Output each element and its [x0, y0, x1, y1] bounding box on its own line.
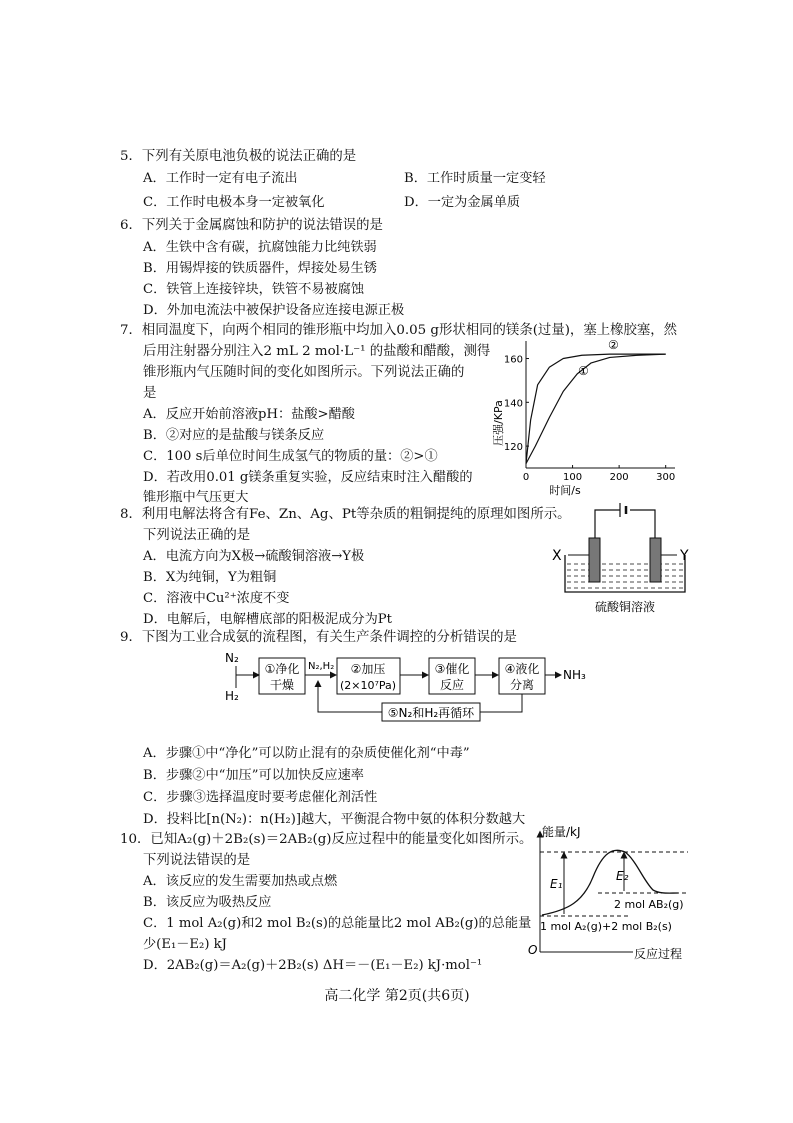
- y-tick-label: 120: [503, 442, 523, 454]
- q7-option-a: A．反应开始前溶液pH：盐酸>醋酸: [143, 407, 355, 422]
- series-label-2: ②: [608, 338, 619, 352]
- q7-option-d-line1: D．若改用0.01 g镁条重复实验，反应结束时注入醋酸的: [143, 470, 473, 485]
- chart-ticks: [504, 355, 675, 483]
- flow-box-purify-line2: 干燥: [269, 678, 295, 692]
- q8-option-d: D．电解后，电解槽底部的阳极泥成分为Pt: [143, 612, 392, 627]
- q9-option-b: B．步骤②中“加压”可以加快反应速率: [143, 768, 364, 783]
- y-tick-label: 140: [503, 398, 523, 410]
- q5-stem: 5．下列有关原电池负极的说法正确的是: [120, 149, 357, 164]
- q8-option-c: C．溶液中Cu²⁺浓度不变: [143, 591, 290, 606]
- x-tick-label: 100: [563, 472, 583, 483]
- x-tick-label: 200: [609, 472, 629, 483]
- q5-option-d: D．一定为金属单质: [404, 195, 521, 210]
- series-line-1: [526, 354, 666, 463]
- q7-pressure-chart: [490, 333, 690, 498]
- power-source-circuit: [595, 503, 655, 542]
- electrode-x: [589, 538, 600, 582]
- q6-option-c: C．铁管上连接锌块，铁管不易被腐蚀: [143, 282, 365, 297]
- q10-option-c-line1: C．1 mol A₂(g)和2 mol B₂(s)的总能量比2 mol AB₂(g)的总能量: [143, 916, 532, 931]
- y-tick-label: 160: [503, 354, 523, 366]
- q7-option-b: B．②对应的是盐酸与镁条反应: [143, 428, 325, 443]
- q8-option-b: B．X为纯铜，Y为粗铜: [143, 570, 277, 585]
- electrode-y: [650, 538, 661, 582]
- flow-output-label: NH₃: [563, 668, 586, 682]
- q9-stem: 9．下图为工业合成氨的流程图，有关生产条件调控的分析错误的是: [120, 630, 517, 645]
- q7-stem-line2: 后用注射器分别注入2 mL 2 mol·L⁻¹ 的盐酸和醋酸，测得: [143, 344, 491, 359]
- q9-option-d: D．投料比[n(N₂)：n(H₂)]越大，平衡混合物中氨的体积分数越大: [143, 812, 526, 827]
- q8-electrolysis-figure: [550, 500, 700, 618]
- energy-ylabel: 能量/kJ: [542, 825, 581, 839]
- q8-stem: 8．利用电解法将含有Fe、Zn、Ag、Pt等杂质的粗铜提纯的原理如图所示。: [120, 507, 571, 522]
- q10-stem: 10．已知A₂(g)＋2B₂(s)＝2AB₂(g)反应过程中的能量变化如图所示。: [120, 832, 533, 847]
- q5-option-c: C．工作时电极本身一定被氧化: [143, 195, 325, 210]
- q6-option-b: B．用锡焊接的铁质器件，焊接处易生锈: [143, 261, 377, 276]
- chart-ylabel: 压强/KPa: [492, 400, 505, 446]
- flow-h2-label: H₂: [225, 689, 239, 703]
- q10-option-d: D．2AB₂(g)＝A₂(g)＋2B₂(s) ΔH＝－(E₁－E₂) kJ·mol⁻¹: [143, 958, 483, 973]
- q8-option-a: A．电流方向为X极→硫酸铜溶液→Y极: [143, 549, 365, 564]
- x-tick-label: 0: [522, 472, 530, 483]
- q7-stem-line4: 是: [143, 386, 157, 401]
- series-label-1: ①: [578, 364, 589, 378]
- q6-option-d: D．外加电流法中被保护设备应连接电源正极: [143, 303, 405, 318]
- flow-box-catalysis-line2: 反应: [439, 678, 465, 692]
- q7-option-c: C．100 s后单位时间生成氢气的物质的量：②>①: [143, 449, 438, 464]
- flow-box-pressurize-line2: (2×10⁷Pa): [339, 679, 397, 692]
- flow-box-liquefy-line1: ④液化: [504, 662, 540, 676]
- q9-ammonia-flowchart: [222, 650, 602, 726]
- flow-box-catalysis-line1: ③催化: [434, 662, 470, 676]
- product-level-label: 2 mol AB₂(g): [614, 898, 684, 911]
- solution-caption: 硫酸铜溶液: [594, 600, 656, 614]
- q8-stem-line2: 下列说法正确的是: [143, 528, 251, 543]
- flow-box-purify-line1: ①净化: [264, 662, 300, 676]
- e1-label: E₁: [550, 877, 563, 891]
- q9-option-c: C．步骤③选择温度时要考虑催化剂活性: [143, 790, 378, 805]
- q10-stem-line2: 下列说法错误的是: [143, 853, 251, 868]
- q7-stem-line1: 7．相同温度下，向两个相同的锥形瓶中均加入0.05 g形状相同的镁条(过量)，塞上橡胶塞，然: [120, 323, 678, 338]
- x-tick-label: 300: [656, 472, 676, 483]
- q6-option-a: A．生铁中含有碳，抗腐蚀能力比纯铁弱: [143, 240, 377, 255]
- flow-box-pressurize-line1: ②加压: [350, 662, 386, 676]
- q7-stem-line3: 锥形瓶内气压随时间的变化如图所示。下列说法正确的: [143, 365, 465, 380]
- energy-origin: O: [528, 943, 538, 957]
- q10-energy-diagram: [528, 822, 698, 967]
- q9-option-a: A．步骤①中“净化”可以防止混有的杂质使催化剂“中毒”: [143, 746, 470, 761]
- q10-option-a: A．该反应的发生需要加热或点燃: [143, 874, 338, 889]
- q5-option-b: B．工作时质量一定变轻: [404, 171, 546, 186]
- q5-option-a: A．工作时一定有电子流出: [143, 171, 298, 186]
- flow-box-liquefy-line2: 分离: [509, 678, 535, 692]
- electrode-y-label: Y: [680, 548, 689, 564]
- electrolytic-tank: [565, 555, 685, 592]
- page-footer: 高二化学 第2页(共6页): [324, 988, 470, 1004]
- energy-xlabel: 反应过程: [634, 947, 683, 961]
- q6-stem: 6．下列关于金属腐蚀和防护的说法错误的是: [120, 218, 383, 233]
- flow-n2-label: N₂: [225, 651, 239, 665]
- chart-xlabel: 时间/s: [549, 484, 581, 497]
- q10-option-b: B．该反应为吸热反应: [143, 895, 272, 910]
- q7-option-d-line2: 锥形瓶中气压更大: [143, 490, 249, 505]
- electrode-x-label: X: [552, 548, 562, 564]
- reactant-level-label: 1 mol A₂(g)+2 mol B₂(s): [540, 920, 672, 933]
- flow-box-recycle-label: ⑤N₂和H₂再循环: [387, 706, 475, 720]
- chart-series: [526, 354, 666, 463]
- q10-option-c-line2: 少(E₁－E₂) kJ: [143, 937, 227, 952]
- e2-label: E₂: [616, 869, 629, 883]
- flow-mid-label: N₂,H₂: [308, 661, 335, 672]
